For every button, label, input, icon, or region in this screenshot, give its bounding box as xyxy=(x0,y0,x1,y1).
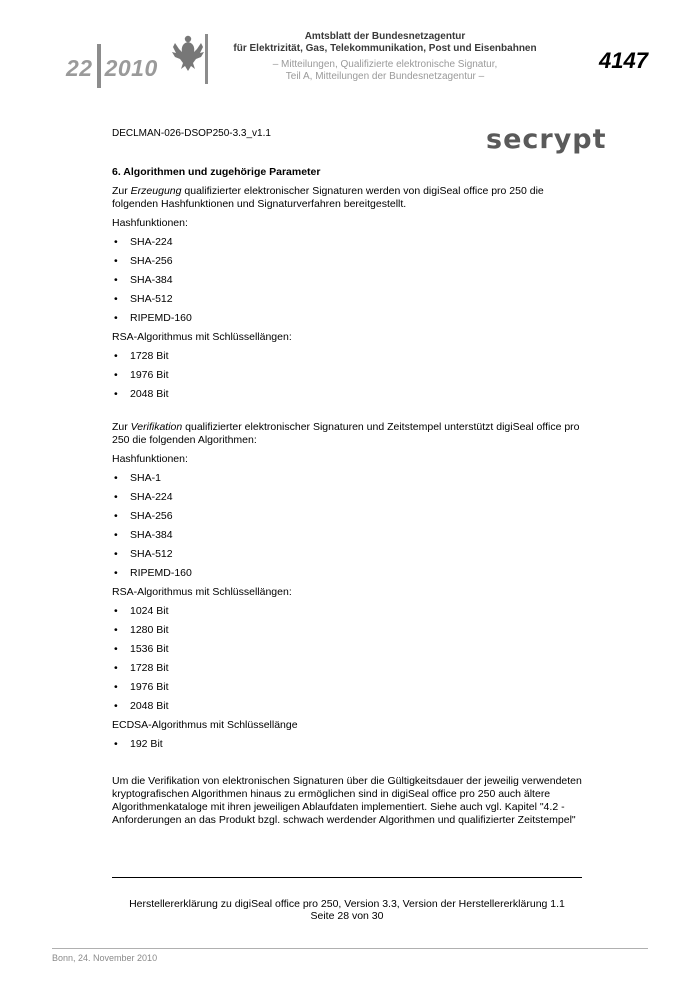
list-item: • SHA-384 xyxy=(112,274,582,293)
gazette-title xyxy=(215,31,555,83)
verification-hash-label: Hashfunktionen: xyxy=(112,453,188,465)
generation-rsa-list xyxy=(112,350,582,407)
list-item: • SHA-256 xyxy=(112,510,582,529)
issue-number: 22 2010 xyxy=(66,44,158,88)
list-item: • SHA-256 xyxy=(112,255,582,274)
page-footer xyxy=(112,898,582,922)
publication-date: Bonn, 24. November 2010 xyxy=(52,953,158,963)
list-item: • 2048 Bit xyxy=(112,700,582,719)
federal-eagle-icon xyxy=(170,33,206,73)
list-item: • 1976 Bit xyxy=(112,681,582,700)
verification-rsa-list xyxy=(112,605,582,719)
gazette-subtitle-line2: Teil A, Mitteilungen der Bundesnetzagentur – xyxy=(285,71,485,82)
footer-divider xyxy=(112,877,582,878)
verification-ecdsa-list xyxy=(112,738,582,757)
footer-declaration: Herstellererklärung zu digiSeal office pro 250, Version 3.3, Version der Herstellererklärung 1.1 xyxy=(129,898,565,910)
list-item: • 2048 Bit xyxy=(112,388,582,407)
verification-ecdsa-label: ECDSA-Algorithmus mit Schlüssellänge xyxy=(112,719,298,731)
list-item: • SHA-224 xyxy=(112,236,582,255)
issue-year: 2010 xyxy=(104,55,158,81)
list-item: • SHA-224 xyxy=(112,491,582,510)
gazette-title-line2: für Elektrizität, Gas, Telekommunikation, Post und Eisenbahnen xyxy=(233,43,537,54)
generation-hash-label: Hashfunktionen: xyxy=(112,217,188,229)
list-item: • RIPEMD-160 xyxy=(112,567,582,586)
list-item: • 1976 Bit xyxy=(112,369,582,388)
list-item: • 1728 Bit xyxy=(112,350,582,369)
closing-paragraph: Um die Verifikation von elektronischen Signaturen über die Gültigkeitsdauer der jeweilig verwendeten kryptografischen Algorithmen hinaus zu ermöglichen sind in digiSeal office pro 250 auch ältere Algorithmenkataloge mit ihren jeweiligen Ablaufdaten implementiert. Siehe auch vgl. Kapitel "4.2 - Anforderungen an das Produkt bzgl. schwach werdender Algorithmen und qualifizierter Zeitstempel" xyxy=(112,775,582,826)
document-body xyxy=(112,166,582,833)
bottom-divider xyxy=(52,948,648,949)
list-item: • SHA-1 xyxy=(112,472,582,491)
gazette-subtitle-line1: – Mitteilungen, Qualifizierte elektronische Signatur, xyxy=(272,59,498,70)
header-divider xyxy=(205,34,208,84)
page-number: 4147 xyxy=(599,48,648,73)
list-item: • 1728 Bit xyxy=(112,662,582,681)
gazette-title-line1: Amtsblatt der Bundesnetzagentur xyxy=(304,31,466,42)
section-heading: 6. Algorithmen und zugehörige Parameter xyxy=(112,166,321,178)
generation-intro: Zur Erzeugung qualifizierter elektronischer Signaturen werden von digiSeal office pro 250 die folgenden Hashfunktionen und Signaturverfahren bereitgestellt. xyxy=(112,185,544,210)
list-item: • RIPEMD-160 xyxy=(112,312,582,331)
secrypt-logo: secrypt xyxy=(486,124,607,155)
list-item: • 1536 Bit xyxy=(112,643,582,662)
list-item: • 1024 Bit xyxy=(112,605,582,624)
generation-rsa-label: RSA-Algorithmus mit Schlüssellängen: xyxy=(112,331,292,343)
verification-hash-list xyxy=(112,472,582,586)
footer-page-count: Seite 28 von 30 xyxy=(310,910,384,922)
generation-hash-list xyxy=(112,236,582,331)
list-item: • SHA-384 xyxy=(112,529,582,548)
verification-intro: Zur Verifikation qualifizierter elektronischer Signaturen und Zeitstempel unterstützt digiSeal office pro 250 die folgenden Algorithmen: xyxy=(112,421,580,446)
document-id: DECLMAN-026-DSOP250-3.3_v1.1 xyxy=(112,128,271,139)
list-item: • SHA-512 xyxy=(112,293,582,312)
list-item: • 192 Bit xyxy=(112,738,582,757)
list-item: • 1280 Bit xyxy=(112,624,582,643)
verification-rsa-label: RSA-Algorithmus mit Schlüssellängen: xyxy=(112,586,292,598)
list-item: • SHA-512 xyxy=(112,548,582,567)
